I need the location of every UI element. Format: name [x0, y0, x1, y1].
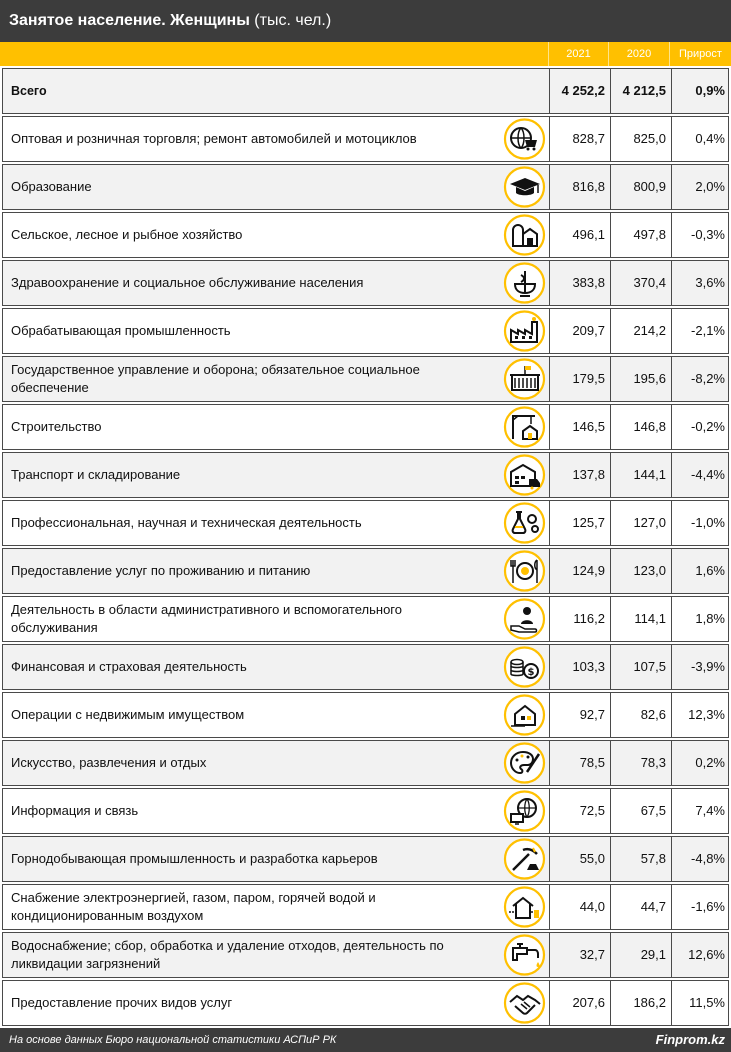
table-row-total — [2, 68, 729, 114]
table-row — [2, 596, 729, 642]
table-row — [2, 212, 729, 258]
value-2021: 137,8 — [549, 453, 610, 497]
row-label: Сельское, лесное и рыбное хозяйство — [11, 227, 243, 242]
row-label: Водоснабжение; сбор, обработка и удаление отходов, деятельность по ликвидации загрязнений — [11, 938, 444, 971]
value-2021: 179,5 — [549, 357, 610, 401]
value-2021: 816,8 — [549, 165, 610, 209]
source-note: На основе данных Бюро национальной статистики АСПиР РК — [9, 1034, 337, 1046]
value-2021: 55,0 — [549, 837, 610, 881]
value-2020: 123,0 — [610, 549, 671, 593]
value-growth: 7,4% — [671, 789, 730, 833]
value-growth: -3,9% — [671, 645, 730, 689]
value-2020: 114,1 — [610, 597, 671, 641]
row-label: Здравоохранение и социальное обслуживание населения — [11, 275, 364, 290]
row-label: Горнодобывающая промышленность и разработка карьеров — [11, 851, 378, 866]
table-row — [2, 116, 729, 162]
brand-logo: Finprom.kz — [655, 1032, 725, 1047]
table-row — [2, 260, 729, 306]
value-growth: -4,8% — [671, 837, 730, 881]
hand-person-icon — [503, 598, 546, 640]
globe-monitor-icon — [503, 790, 546, 832]
row-label: Финансовая и страховая деятельность — [11, 659, 247, 674]
chart-title-main: Занятое население. Женщины — [9, 12, 250, 29]
footer — [0, 1028, 731, 1052]
value-2021: 92,7 — [549, 693, 610, 737]
row-label: Государственное управление и оборона; обязательное социальное обеспечение — [11, 362, 420, 395]
value-2020: 144,1 — [610, 453, 671, 497]
value-growth: 0,2% — [671, 741, 730, 785]
house-hand-icon — [503, 694, 546, 736]
value-2020: 107,5 — [610, 645, 671, 689]
science-gears-icon — [503, 502, 546, 544]
value-growth: -1,0% — [671, 501, 730, 545]
crane-house-icon — [503, 406, 546, 448]
value-growth: 12,6% — [671, 933, 730, 977]
row-label: Снабжение электроэнергией, газом, паром, горячей водой и кондиционированным воздухом — [11, 890, 376, 923]
value-2020: 214,2 — [610, 309, 671, 353]
table-row — [2, 692, 729, 738]
value-2021: 496,1 — [549, 213, 610, 257]
value-growth: 2,0% — [671, 165, 730, 209]
row-label: Предоставление прочих видов услуг — [11, 995, 233, 1010]
row-label: Образование — [11, 179, 92, 194]
plate-cutlery-icon — [503, 550, 546, 592]
water-tap-icon — [503, 934, 546, 976]
chart-title-unit: (тыс. чел.) — [249, 12, 332, 29]
government-building-icon — [503, 358, 546, 400]
row-label: Профессиональная, научная и техническая деятельность — [11, 515, 362, 530]
row-label: Информация и связь — [11, 803, 139, 818]
palette-brush-icon — [503, 742, 546, 784]
value-growth: -0,3% — [671, 213, 730, 257]
table-row — [2, 884, 729, 930]
table-row — [2, 740, 729, 786]
medical-snake-bowl-icon — [503, 262, 546, 304]
value-2020: 825,0 — [610, 117, 671, 161]
table-row — [2, 500, 729, 546]
row-label: Деятельность в области административного и вспомогательного обслуживания — [11, 602, 402, 635]
column-header-bar — [0, 42, 731, 66]
value-growth: 1,8% — [671, 597, 730, 641]
value-growth: -4,4% — [671, 453, 730, 497]
row-label: Строительство — [11, 419, 102, 434]
column-header-2020: 2020 — [608, 42, 669, 66]
table-row — [2, 788, 729, 834]
table-row — [2, 164, 729, 210]
table-row — [2, 404, 729, 450]
value-2020: 186,2 — [610, 981, 671, 1025]
value-2020: 29,1 — [610, 933, 671, 977]
row-label: Обрабатывающая промышленность — [11, 323, 231, 338]
chart-title — [0, 0, 731, 42]
table-row — [2, 980, 729, 1026]
row-label: Всего — [11, 84, 47, 98]
value-growth: 12,3% — [671, 693, 730, 737]
value-2021: 124,9 — [549, 549, 610, 593]
table-row — [2, 548, 729, 594]
row-label: Оптовая и розничная торговля; ремонт автомобилей и мотоциклов — [11, 131, 417, 146]
value-2021: 4 252,2 — [549, 69, 610, 113]
table-row — [2, 356, 729, 402]
value-2021: 32,7 — [549, 933, 610, 977]
value-growth: 0,9% — [671, 69, 730, 113]
value-2021: 116,2 — [549, 597, 610, 641]
value-2020: 57,8 — [610, 837, 671, 881]
value-2021: 78,5 — [549, 741, 610, 785]
value-growth: -2,1% — [671, 309, 730, 353]
value-2021: 44,0 — [549, 885, 610, 929]
value-growth: 1,6% — [671, 549, 730, 593]
table-row — [2, 932, 729, 978]
value-growth: 3,6% — [671, 261, 730, 305]
value-2021: 146,5 — [549, 405, 610, 449]
value-2020: 82,6 — [610, 693, 671, 737]
value-2021: 209,7 — [549, 309, 610, 353]
warehouse-truck-icon — [503, 454, 546, 496]
svg-text:$: $ — [527, 667, 535, 678]
value-2020: 146,8 — [610, 405, 671, 449]
coins-dollar-icon — [503, 646, 546, 688]
value-2020: 195,6 — [610, 357, 671, 401]
value-2020: 44,7 — [610, 885, 671, 929]
value-2021: 72,5 — [549, 789, 610, 833]
globe-cart-icon — [503, 118, 546, 160]
value-growth: 0,4% — [671, 117, 730, 161]
column-header-2021: 2021 — [548, 42, 608, 66]
barn-silo-icon — [503, 214, 546, 256]
graduation-cap-icon — [503, 166, 546, 208]
value-2021: 383,8 — [549, 261, 610, 305]
table-row — [2, 308, 729, 354]
value-2020: 800,9 — [610, 165, 671, 209]
value-2020: 78,3 — [610, 741, 671, 785]
value-growth: -0,2% — [671, 405, 730, 449]
pickaxe-mine-icon — [503, 838, 546, 880]
value-2021: 103,3 — [549, 645, 610, 689]
row-label: Транспорт и складирование — [11, 467, 181, 482]
table-row — [2, 452, 729, 498]
value-2021: 125,7 — [549, 501, 610, 545]
table-row — [2, 836, 729, 882]
table-row — [2, 644, 729, 690]
column-header-growth: Прирост — [669, 42, 731, 66]
value-2020: 4 212,5 — [610, 69, 671, 113]
value-growth: -8,2% — [671, 357, 730, 401]
value-growth: 11,5% — [671, 981, 730, 1025]
value-2020: 497,8 — [610, 213, 671, 257]
value-growth: -1,6% — [671, 885, 730, 929]
factory-icon — [503, 310, 546, 352]
row-label: Операции с недвижимым имуществом — [11, 707, 245, 722]
row-label: Предоставление услуг по проживанию и питанию — [11, 563, 311, 578]
value-2021: 828,7 — [549, 117, 610, 161]
house-utilities-icon — [503, 886, 546, 928]
value-2020: 127,0 — [610, 501, 671, 545]
value-2020: 370,4 — [610, 261, 671, 305]
value-2020: 67,5 — [610, 789, 671, 833]
row-label: Искусство, развлечения и отдых — [11, 755, 207, 770]
handshake-icon — [503, 982, 546, 1024]
value-2021: 207,6 — [549, 981, 610, 1025]
